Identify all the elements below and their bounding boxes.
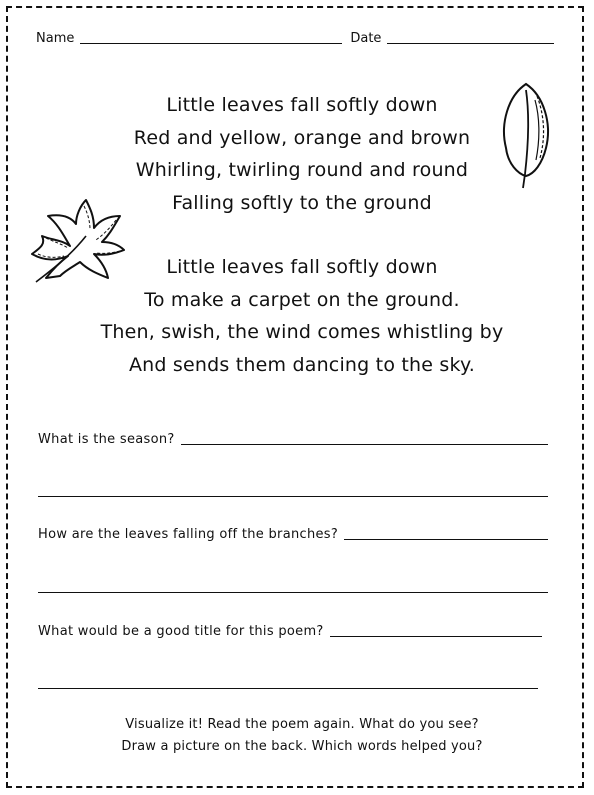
name-field[interactable]	[80, 31, 342, 44]
instruction-line-1: Visualize it! Read the poem again. What do you see?	[125, 717, 479, 732]
date-field[interactable]	[387, 31, 554, 44]
name-date-row	[36, 31, 554, 46]
poem-line: To make a carpet on the ground.	[144, 288, 460, 311]
poem-line: Little leaves fall softly down	[166, 94, 438, 116]
question-1-label: What is the season?	[38, 432, 175, 447]
poem-stanza-1	[60, 89, 544, 219]
poem-line: Little leaves fall softly down	[166, 256, 438, 278]
poem-line: Then, swish, the wind comes whistling by	[100, 321, 504, 343]
poem-line: Whirling, twirling round and round	[135, 159, 469, 181]
poem-line: Falling softly to the ground	[172, 191, 432, 214]
question-2	[38, 527, 548, 542]
name-label: Name	[36, 31, 75, 46]
poem-line: Red and yellow, orange and brown	[133, 126, 471, 149]
date-label: Date	[350, 31, 382, 46]
poem-stanza-2	[60, 251, 544, 381]
question-3-answer-field[interactable]	[330, 624, 542, 637]
question-2-label: How are the leaves falling off the branches?	[38, 527, 339, 542]
question-2-answer-line[interactable]	[38, 592, 548, 593]
question-3	[38, 624, 542, 639]
instructions-footer	[60, 714, 544, 758]
question-3-label: What would be a good title for this poem?	[38, 624, 324, 639]
question-3-answer-line[interactable]	[38, 688, 538, 689]
question-1-answer-field[interactable]	[181, 432, 548, 445]
question-2-answer-field[interactable]	[344, 527, 548, 540]
instruction-line-2: Draw a picture on the back. Which words helped you?	[121, 739, 483, 754]
question-1	[38, 432, 548, 447]
question-1-answer-line[interactable]	[38, 496, 548, 497]
poem-line: And sends them dancing to the sky.	[128, 353, 476, 376]
